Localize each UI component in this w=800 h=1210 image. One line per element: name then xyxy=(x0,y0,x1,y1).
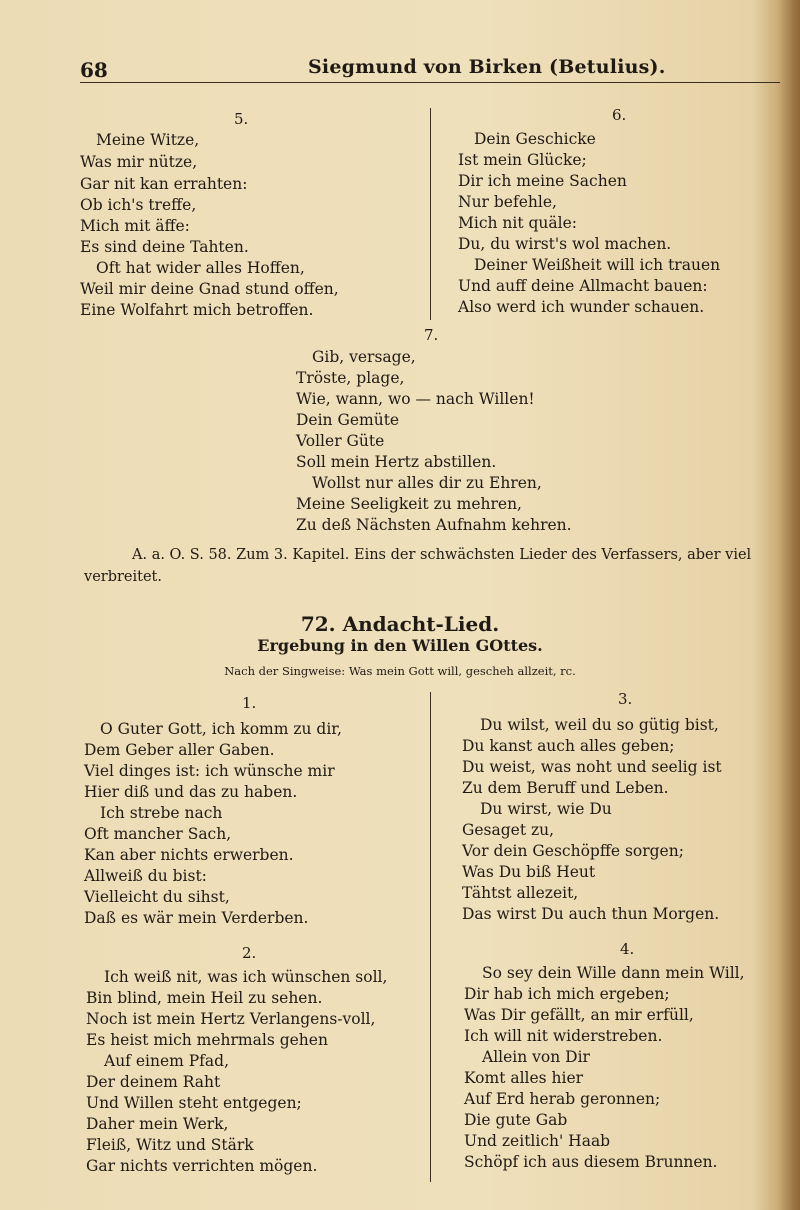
verse-line: Oft hat wider alles Hoffen, xyxy=(96,259,305,277)
verse-line: Allein von Dir xyxy=(482,1048,590,1066)
verse-line: Gib, versage, xyxy=(312,348,416,366)
verse-line: Ob ich's treffe, xyxy=(80,196,197,214)
verse-line: Eine Wolfahrt mich betroffen. xyxy=(80,301,314,319)
running-title: Siegmund von Birken (Betulius). xyxy=(308,56,666,78)
stanza-number: 1. xyxy=(242,694,257,712)
column-divider xyxy=(430,692,431,1182)
verse-line: Nur befehle, xyxy=(458,193,557,211)
verse-line: Hier diß und das zu haben. xyxy=(84,783,298,801)
verse-line: Ist mein Glücke; xyxy=(458,151,587,169)
song-title: 72. Andacht-Lied. xyxy=(300,612,500,636)
verse-line: Tähtst allezeit, xyxy=(462,884,579,902)
column-divider xyxy=(430,108,431,320)
verse-line: Und auff deine Allmacht bauen: xyxy=(458,277,708,295)
verse-line: Auf Erd herab geronnen; xyxy=(464,1090,661,1108)
verse-line: Und Willen steht entgegen; xyxy=(86,1094,302,1112)
verse-line: Daß es wär mein Verderben. xyxy=(84,909,309,927)
verse-line: Mich nit quäle: xyxy=(458,214,578,232)
verse-line: Meine Witze, xyxy=(96,131,200,149)
verse-line: Also werd ich wunder schauen. xyxy=(458,298,705,316)
page-number: 68 xyxy=(80,58,108,82)
verse-line: Oft mancher Sach, xyxy=(84,825,232,843)
verse-line: Komt alles hier xyxy=(464,1069,584,1087)
verse-line: Du kanst auch alles geben; xyxy=(462,737,675,755)
verse-line: Es heist mich mehrmals gehen xyxy=(86,1031,328,1049)
stanza-number: 7. xyxy=(424,326,439,344)
stanza-number: 5. xyxy=(234,110,249,128)
verse-line: Kan aber nichts erwerben. xyxy=(84,846,294,864)
verse-line: Gar nit kan errahten: xyxy=(80,175,248,193)
note-line-1: A. a. O. S. 58. Zum 3. Kapitel. Eins der schwächsten Lieder des Verfassers, aber viel xyxy=(132,547,752,563)
verse-line: Du wilst, weil du so gütig bist, xyxy=(480,716,719,734)
verse-line: Was mir nütze, xyxy=(80,153,198,171)
verse-line: Der deinem Raht xyxy=(86,1073,221,1091)
verse-line: Du, du wirst's wol machen. xyxy=(458,235,672,253)
verse-line: Allweiß du bist: xyxy=(84,867,207,885)
verse-line: Zu deß Nächsten Aufnahm kehren. xyxy=(296,516,572,534)
header-rule xyxy=(80,82,780,83)
verse-line: Soll mein Hertz abstillen. xyxy=(296,453,497,471)
verse-line: Und zeitlich' Haab xyxy=(464,1132,611,1150)
verse-line: Dir hab ich mich ergeben; xyxy=(464,985,670,1003)
verse-line: Schöpf ich aus diesem Brunnen. xyxy=(464,1153,718,1171)
verse-line: Dein Gemüte xyxy=(296,411,400,429)
verse-line: Dein Geschicke xyxy=(474,130,596,148)
verse-line: Was Du biß Heut xyxy=(462,863,596,881)
verse-line: Gar nichts verrichten mögen. xyxy=(86,1157,318,1175)
stanza-number: 2. xyxy=(242,944,257,962)
verse-line: Viel dinges ist: ich wünsche mir xyxy=(84,762,335,780)
verse-line: Daher mein Werk, xyxy=(86,1115,229,1133)
note-line-2: verbreitet. xyxy=(84,569,162,585)
song-subtitle: Ergebung in den Willen GOttes. xyxy=(257,636,543,655)
verse-line: Ich will nit widerstreben. xyxy=(464,1027,663,1045)
verse-line: Tröste, plage, xyxy=(296,369,405,387)
stanza-number: 3. xyxy=(618,690,633,708)
verse-line: Noch ist mein Hertz Verlangens-voll, xyxy=(86,1010,376,1028)
melody-note: Nach der Singweise: Was mein Gott will, gescheh allzeit, rc. xyxy=(224,664,576,678)
stanza-number: 6. xyxy=(612,106,627,124)
verse-line: Es sind deine Tahten. xyxy=(80,238,249,256)
verse-line: Voller Güte xyxy=(296,432,385,450)
stanza-number: 4. xyxy=(620,940,635,958)
verse-line: Zu dem Beruff und Leben. xyxy=(462,779,669,797)
verse-line: Fleiß, Witz und Stärk xyxy=(86,1136,254,1154)
verse-line: Meine Seeligkeit zu mehren, xyxy=(296,495,522,513)
verse-line: Du weist, was noht und seelig ist xyxy=(462,758,722,776)
verse-line: Gesaget zu, xyxy=(462,821,555,839)
page-header xyxy=(80,52,780,84)
verse-line: Du wirst, wie Du xyxy=(480,800,612,818)
verse-line: Das wirst Du auch thun Morgen. xyxy=(462,905,720,923)
verse-line: Ich weiß nit, was ich wünschen soll, xyxy=(104,968,388,986)
verse-line: Vielleicht du sihst, xyxy=(84,888,230,906)
verse-line: Was Dir gefällt, an mir erfüll, xyxy=(464,1006,694,1024)
book-spine-shadow xyxy=(778,0,800,1210)
verse-line: Deiner Weißheit will ich trauen xyxy=(474,256,721,274)
verse-line: Dir ich meine Sachen xyxy=(458,172,627,190)
verse-line: Weil mir deine Gnad stund offen, xyxy=(80,280,339,298)
verse-line: So sey dein Wille dann mein Will, xyxy=(482,964,745,982)
verse-line: Ich strebe nach xyxy=(100,804,223,822)
verse-line: Vor dein Geschöpffe sorgen; xyxy=(462,842,684,860)
verse-line: Die gute Gab xyxy=(464,1111,568,1129)
verse-line: Bin blind, mein Heil zu sehen. xyxy=(86,989,323,1007)
verse-line: Wie, wann, wo — nach Willen! xyxy=(296,390,535,408)
verse-line: Wollst nur alles dir zu Ehren, xyxy=(312,474,542,492)
verse-line: Auf einem Pfad, xyxy=(104,1052,230,1070)
verse-line: Mich mit äffe: xyxy=(80,217,190,235)
verse-line: O Guter Gott, ich komm zu dir, xyxy=(100,720,342,738)
verse-line: Dem Geber aller Gaben. xyxy=(84,741,275,759)
